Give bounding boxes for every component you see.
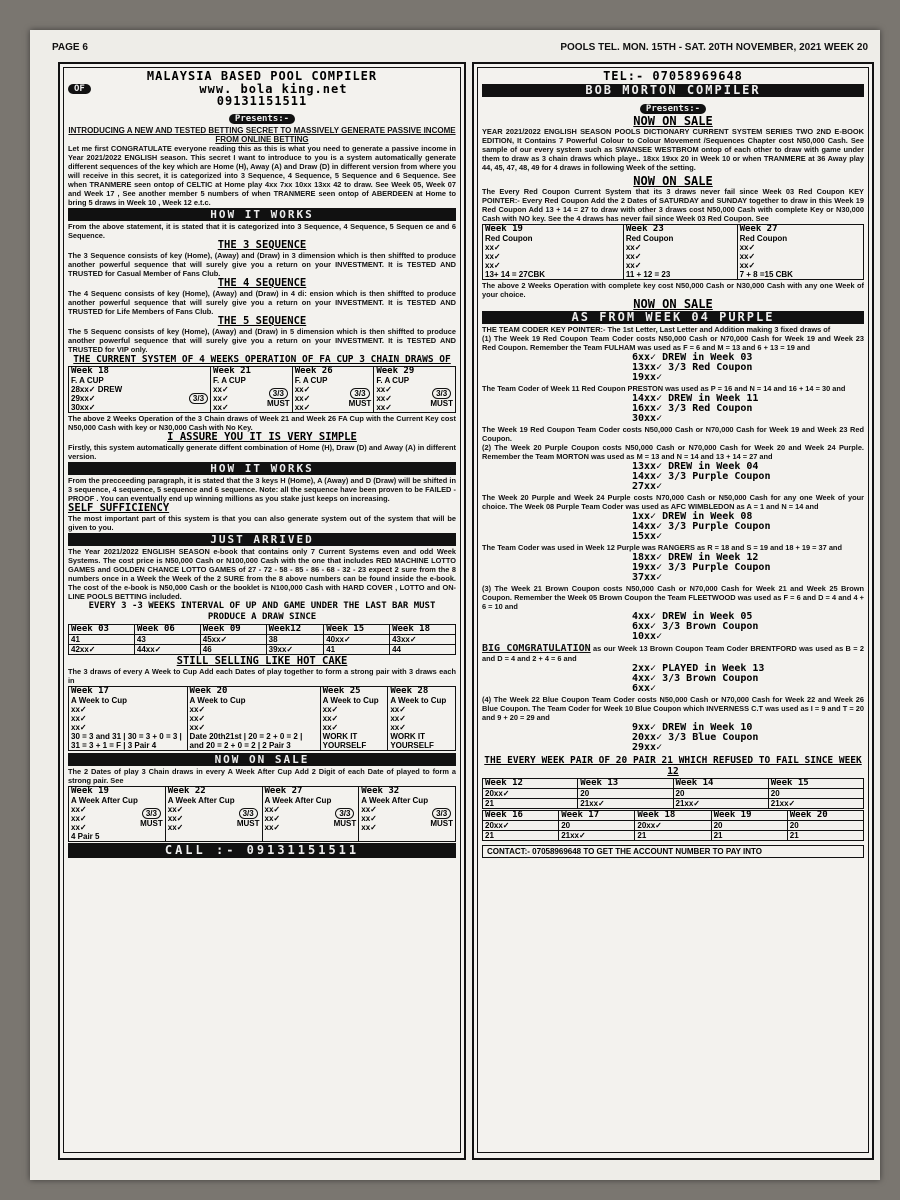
draw-line: xx✓ (71, 822, 87, 832)
cell-footer: 13+ 14 = 27CBK (485, 269, 546, 279)
value-cell: 21 (483, 798, 578, 808)
draw-line: xx✓ (376, 393, 392, 403)
week-cell (359, 786, 456, 841)
badge-group (140, 808, 163, 828)
page-number: PAGE 6 (52, 42, 88, 53)
week-label: Week 17 (71, 685, 109, 696)
draw-line: xx✓ (71, 704, 87, 714)
week-label: Week 27 (739, 223, 778, 234)
publication-date: POOLS TEL. MON. 15TH - SAT. 20TH NOVEMBER, 2021 WEEK 20 (560, 42, 868, 53)
score-badge: 3/3 (142, 808, 161, 819)
badge-group (334, 808, 357, 828)
assure-title: I ASSURE YOU IT IS VERY SIMPLE (167, 430, 357, 443)
paragraph-3: (3) The Week 21 Brown Coupon costs N50,000 Cash or N70,000 Cash for Week 21 and Week 25 Brown Coupon. Remember the Week 05 Brown Coupon the Team FLEETWOOD was used as F = 6 and D = 4 and 4 + 6 = 10 and (482, 583, 864, 611)
value-cell: 20 (711, 820, 787, 830)
code-line: 14xx✓ DREW in Week 11 (632, 392, 759, 404)
paragraph-1b: The Team Coder of Week 11 Red Coupon PRESTON was used as P = 16 and N = 14 and 16 + 14 = 30 and (482, 383, 846, 393)
draw-lines (740, 243, 861, 270)
value-cell: 21 (711, 830, 787, 840)
sequence-5-text: The 5 Sequenc consists of key (Home), (Away) and (Draw) in 5 dimension which is then shiffted to produce another powerful sequence that will surely give you a return on your INVESTMENT. It is TESTED AND TRUSTED for VIP only. (68, 326, 456, 354)
week-cell (187, 686, 320, 750)
week-label: Week 23 (625, 223, 664, 234)
code-block-2c (482, 553, 864, 583)
still-selling-title: STILL SELLING LIKE HOT CAKE (176, 654, 348, 667)
value-cell: 21xx✓ (559, 830, 635, 840)
value-cell: 21xx✓ (578, 798, 673, 808)
week-cell (262, 786, 359, 841)
draw-line: xx✓ (625, 251, 642, 261)
badge-group (430, 808, 453, 828)
advert-title: MALAYSIA BASED POOL COMPILER (146, 69, 378, 83)
draw-line: xx✓ (213, 384, 229, 394)
sale-text-2: The Every Red Coupon Current System that its 3 draws never fail since Week 03 Red Coupon KEY POINTER:- Every Red Coupon Add the 2 Dates of SATURDAY and SUNDAY together to draw in this Week 19 Red Coupon Add 13 + 14 = 27 to draw with other 3 draws cost N50,000 Cash with complete Key or N30,000 Cash with NO key. See the 4 draws has never fail since Week 03 Red Coupon. See (482, 186, 864, 223)
value-cell: 21 (483, 830, 559, 840)
draw-lines (213, 385, 290, 412)
code-line: 9xx✓ DREW in Week 10 (632, 721, 753, 733)
contact-line: CONTACT:- 07058969648 TO GET THE ACCOUNT NUMBER TO PAY INTO (482, 845, 864, 858)
draw-lines (376, 385, 453, 412)
coupon-label: A Week to Cup (322, 695, 379, 705)
draw-line: 28xx✓ DREW (71, 384, 123, 394)
must-label: MUST (140, 819, 163, 829)
phone-number: 09131151511 (216, 94, 308, 109)
score-badge: 3/3 (432, 808, 451, 819)
week-label: Week 22 (167, 785, 206, 796)
line-group (740, 243, 756, 270)
draw-lines (190, 705, 318, 732)
paragraph-4: (4) The Week 22 Blue Coupon Team Coder costs N50,000 Cash or N70,000 Cash for Week 22 and Week 26 Blue Coupon. The Team Coder for Week 10 Blue Coupon which INVERNESS C.T was used as I = 9 and T = 20 and 9 + 20 = 29 and (482, 694, 864, 722)
value-cell: 38 (266, 634, 324, 644)
badge-group (430, 388, 453, 408)
week-label: Week 19 (71, 785, 109, 796)
of-badge: OF (68, 84, 91, 94)
draw-line: xx✓ (167, 822, 184, 832)
value-cell: 46 (200, 644, 266, 654)
code-line: 6xx✓ (632, 682, 657, 694)
line-group (71, 385, 122, 412)
code-line: 6xx✓ DREW in Week 03 (632, 351, 753, 363)
value-cell: 20 (559, 820, 635, 830)
cell-footer: 30 = 3 and 31 | 30 = 3 + 0 = 3 | 31 = 3 + 1 = F | 3 Pair 4 (71, 731, 182, 750)
draw-line: xx✓ (322, 722, 339, 732)
how-it-works-title: HOW IT WORKS (68, 208, 456, 221)
code-line: 4xx✓ DREW in Week 05 (632, 610, 753, 622)
telephone: TEL:- 07058969648 (603, 69, 743, 83)
draw-lines (168, 805, 260, 832)
code-line: 2xx✓ PLAYED in Week 13 (632, 662, 765, 674)
week-header: Week 13 (578, 778, 673, 788)
coupon-label: Red Coupon (739, 233, 788, 243)
badge-group (237, 808, 260, 828)
paragraph-2c: The Team Coder was used in Week 12 Purple was RANGERS as R = 18 and S = 19 and 18 + 19 = 37 and (482, 542, 842, 552)
call-bar: CALL :- 09131151511 (68, 843, 456, 858)
value-cell: 40xx✓ (324, 634, 390, 644)
line-group (213, 385, 229, 412)
pair-table-1 (482, 778, 864, 809)
draw-line: xx✓ (294, 402, 311, 412)
week-cell (483, 224, 624, 279)
cell-footer: 11 + 12 = 23 (625, 269, 671, 279)
code-line: 37xx✓ (632, 571, 663, 583)
draw-line: 30xx✓ (71, 402, 96, 412)
congratulation-title: BIG COMGRATULATION (482, 642, 591, 654)
score-badge: 3/3 (189, 393, 208, 404)
how-it-works-title-2: HOW IT WORKS (68, 462, 456, 475)
line-group (190, 705, 206, 732)
week-to-cup-table (68, 686, 456, 751)
draw-line: xx✓ (485, 260, 501, 270)
paragraph-2a: The Week 19 Red Coupon Team Coder costs N50,000 Cash or N70,000 Cash for Week 19 and Week 23 Red Coupon. (482, 424, 864, 443)
purple-title: AS FROM WEEK 04 PURPLE (482, 311, 864, 324)
line-group (71, 805, 87, 832)
week-label: Week 28 (390, 685, 429, 696)
line-group (323, 705, 339, 732)
coupon-label: Red Coupon (625, 233, 674, 243)
sale-text-1: YEAR 2021/2022 ENGLISH SEASON POOLS DICTIONARY CURRENT SYSTEM SERIES TWO 2ND E-BOOK EDITION, It Contains 7 Powerful Colour to Colour Movement /Sequences Chapter cost N50,000 Cash. See sample of our every system such as SWANSEE WESTBROM ontop of each other to draw with game under them to draw as 3 chain draws which playe.. 18xx 19xx 20 in Week 10 or when TRANMERE at 36 Away play 44, 45, 47, 48, 49 for 4 draws in following Week of the setting. (482, 126, 864, 172)
week-label: Week 25 (322, 685, 361, 696)
draw-line: xx✓ (322, 713, 339, 723)
draw-line: xx✓ (294, 393, 311, 403)
code-line: 27xx✓ (632, 480, 663, 492)
self-sufficiency-text: The most important part of this system is that you can also generate system out of the system that will be given to you. (68, 513, 456, 532)
sale-title-1: NOW ON SALE (633, 113, 713, 128)
draw-line: xx✓ (739, 251, 756, 261)
draw-line: xx✓ (361, 813, 377, 823)
draw-lines (71, 805, 163, 832)
week-header: Week 20 (787, 810, 863, 820)
line-group (390, 705, 406, 732)
value-cell: 44xx✓ (134, 644, 200, 654)
week-cell (292, 366, 374, 412)
draw-line: 29xx✓ (71, 393, 96, 403)
week-cell (374, 366, 456, 412)
week-label: Week 29 (376, 365, 415, 376)
week-header: Week 15 (768, 778, 863, 788)
line-group (485, 243, 501, 270)
value-cell: 41 (69, 634, 135, 644)
draw-line: xx✓ (71, 813, 87, 823)
draw-line: xx✓ (376, 402, 392, 412)
code-line: 14xx✓ 3/3 Purple Coupon (632, 520, 771, 532)
interval-title: EVERY 3 -3 WEEKS INTERVAL OF UP AND GAME UNDER THE LAST BAR MUST PRODUCE A DRAW SINCE (88, 600, 436, 622)
code-line: 15xx✓ (632, 530, 663, 542)
score-badge: 3/3 (350, 388, 369, 399)
sale-title-2: NOW ON SALE (633, 173, 713, 188)
score-badge: 3/3 (335, 808, 354, 819)
week-cell (320, 686, 388, 750)
draw-line: xx✓ (485, 242, 501, 252)
value-cell: 43 (134, 634, 200, 644)
value-cell: 45xx✓ (200, 634, 266, 644)
code-line: 20xx✓ 3/3 Blue Coupon (632, 731, 759, 743)
coupon-label: F. A CUP (376, 375, 410, 385)
week-header: Week 09 (200, 624, 266, 634)
now-on-sale-text: The 2 Dates of play 3 Chain draws in every A Week After Cup Add 2 Digit of each Date of played to form a strong pair. See (68, 766, 456, 785)
week-cell (165, 786, 262, 841)
code-block-3b (482, 664, 864, 694)
coupon-label: F. A CUP (71, 375, 104, 385)
how-it-works-text-2: From the precceeding paragraph, it is stated that the 3 keys H (Home), A (Away) and D (Draw) will be shifted in 3 sequence, 4 sequence, 5 sequence and 6 sequence. Note: all the sequence have been proven to be FAILED - PROOF . You can eventually end up winning millions as you stake just keeps on increasing. (68, 475, 456, 503)
draw-line: xx✓ (167, 813, 184, 823)
sequence-3-text: The 3 Sequence consists of key (Home), (Away) and (Draw) in 3 dimension which is then shiffted to produce another powerful sequence that will surely give you a return on your INVESTMENT. It is TESTED AND TRUSTED for Casual Member of Fans Club. (68, 250, 456, 278)
week-label: Week 18 (71, 365, 109, 376)
badge-group (349, 388, 372, 408)
week-after-cup-table (68, 786, 456, 842)
cell-footer: 4 Pair 5 (71, 831, 100, 841)
code-line: 4xx✓ 3/3 Brown Coupon (632, 672, 759, 684)
score-badge: 3/3 (432, 388, 451, 399)
self-sufficiency-title: SELF SUFFICIENCY (68, 501, 170, 514)
week-cell (69, 366, 211, 412)
fa-cup-note: The above 2 Weeks Operation of the 3 Chain draws of Week 21 and Week 26 FA Cup with the Current Key cost N50,000 Cash with key or N30,000 Cash with No Key. (68, 413, 456, 432)
pair-table-2 (482, 810, 864, 841)
coupon-label: A Week After Cup (361, 795, 429, 805)
draw-line: xx✓ (739, 242, 756, 252)
week-label: Week 26 (294, 365, 333, 376)
value-cell: 39xx✓ (266, 644, 324, 654)
value-cell: 21 (635, 830, 711, 840)
week-header: Week 15 (324, 624, 390, 634)
value-cell: 20 (787, 820, 863, 830)
code-block-2b (482, 512, 864, 542)
draw-line: xx✓ (625, 242, 642, 252)
draw-lines (323, 705, 386, 732)
line-group (361, 805, 377, 832)
code-line: 13xx✓ DREW in Week 04 (632, 460, 759, 472)
value-cell: 21 (787, 830, 863, 840)
draw-line: xx✓ (625, 260, 642, 270)
must-label: MUST (430, 399, 453, 409)
week-cell (623, 224, 737, 279)
code-line: 16xx✓ 3/3 Red Coupon (632, 402, 753, 414)
line-group (71, 705, 87, 732)
code-line: 10xx✓ (632, 630, 663, 642)
draw-line: xx✓ (213, 402, 229, 412)
how-it-works-text: From the above statement, it is stated that it is categorized into 3 Sequence, 4 Sequence, 5 Sequen ce and 6 Sequence. (68, 221, 456, 240)
draw-line: xx✓ (322, 704, 339, 714)
sale-title-3: NOW ON SALE (633, 296, 713, 311)
week-cell (737, 224, 863, 279)
draw-line: xx✓ (189, 722, 206, 732)
value-cell: 20xx✓ (483, 820, 559, 830)
congratulation-text: as our Week 13 Brown Coupon Team Coder BRENTFORD was used as B = 2 and D = 4 and 2 + 4 = 6 and (482, 643, 865, 663)
code-block-2 (482, 462, 864, 492)
value-cell: 20 (673, 788, 768, 798)
week-cell (211, 366, 293, 412)
red-coupon-note: The above 2 Weeks Operation with complete key cost N50,000 Cash or N30,000 Cash with any one Week of your choice. (482, 280, 864, 299)
interval-table (68, 624, 456, 655)
must-label: MUST (267, 399, 290, 409)
week-header: Week 06 (134, 624, 200, 634)
draw-lines (361, 805, 453, 832)
value-cell: 21xx✓ (768, 798, 863, 808)
code-line: 14xx✓ 3/3 Purple Coupon (632, 470, 771, 482)
value-cell: 20xx✓ (635, 820, 711, 830)
week-header: Week 16 (483, 810, 559, 820)
headline: INTRODUCING A NEW AND TESTED BETTING SECRET TO MASSIVELY GENERATE PASSIVE INCOME FROM ONLINE BETTING (68, 125, 456, 144)
just-arrived-text: The Year 2021/2022 ENGLISH SEASON e-book that contains only 7 Current Systems even and odd Week Systems. The cost price is N50,000 Cash or N100,000 Cash with the one that includes RED MACHINE LOTTO GAMES and GOLDEN CHANCE LOTTO GAMES of 27 - 72 - 58 - 85 - 86 - 68 - 32 - 23 expect 2 sure from the 8 numbers once in a Week the Week of the 2 SURE from the 8 above numbers can be found inside the e-book. The cost of the e-book is N50,000 Cash or the booklet is N100,000 Cash with HARD COVER , LOTTO and ON-LINE POOLS BETTING included. (68, 546, 456, 601)
week-label: Week 20 (189, 685, 228, 696)
intro-text: Let me first CONGRATULATE everyone reading this as this is what you need to generate a passive income in Year 2021/2022 ENGLISH season. This secret I want to introduce to you is a system automatically generate different sequences of the key which are Home (H), Away (A) and Draw (D) in different version from where you will receive in this secret, it is categorized into 3 Sequence, 4 Sequence, 5 Sequence and 6 Sequence. See when TRANMERE seen ontop of CELTIC at Home play 4xx 7xx 10xx 13xx 42 to draw. See Week 05, Week 07 and Week 17 , See another member 5 numbers of when TRANMERE seen ontop of ABERDEEN at Home to bring 5 draws in Week 10 , Week 12 e.t.c. (68, 143, 456, 207)
line-group (295, 385, 311, 412)
week-header: Week 12 (483, 778, 578, 788)
code-line: 18xx✓ DREW in Week 12 (632, 551, 759, 563)
value-cell: 44 (390, 644, 456, 654)
sequence-5-title: THE 5 SEQUENCE (217, 314, 307, 327)
week-header: Week12 (266, 624, 324, 634)
website: www. bola king.net (199, 81, 348, 96)
draw-line: xx✓ (264, 804, 281, 814)
badge-group (189, 393, 208, 404)
cell-footer: Date 20th21st | 20 = 2 + 0 = 2 | and 20 = 2 + 0 = 2 | 2 Pair 3 (189, 731, 303, 750)
code-line: 19xx✓ 3/3 Purple Coupon (632, 561, 771, 573)
score-badge: 3/3 (269, 388, 288, 399)
bob-morton-advert (472, 62, 874, 1160)
draw-lines (485, 243, 621, 270)
value-cell: 43xx✓ (390, 634, 456, 644)
page-header (52, 40, 868, 58)
week-header: Week 03 (69, 624, 135, 634)
code-line: 13xx✓ 3/3 Red Coupon (632, 361, 753, 373)
must-label: MUST (348, 399, 372, 409)
draw-lines (71, 385, 208, 412)
draw-line: xx✓ (189, 713, 206, 723)
paragraph-1: (1) The Week 19 Red Coupon Team Coder costs N50,000 Cash or N70,000 Cash for Week 19 and Week 23 Red Coupon. Remember the Team FULHAM was used as F = 6 and M = 13 and 6 + 13 = 19 and (482, 333, 864, 352)
coupon-label: A Week After Cup (167, 795, 235, 805)
draw-line: xx✓ (739, 260, 756, 270)
draw-line: xx✓ (264, 822, 281, 832)
draw-line: xx✓ (485, 251, 501, 261)
cell-footer: WORK IT YOURSELF (322, 731, 367, 750)
must-label: MUST (333, 819, 357, 829)
coupon-label: A Week After Cup (71, 795, 138, 805)
sequence-4-title: THE 4 SEQUENCE (217, 276, 307, 289)
current-system-title: THE CURRENT SYSTEM OF 4 WEEKS OPERATION OF FA CUP 3 CHAIN DRAWS OF (73, 353, 451, 365)
value-cell: 42xx✓ (69, 644, 135, 654)
draw-line: xx✓ (390, 722, 406, 732)
draw-line: xx✓ (167, 804, 184, 814)
week-header: Week 19 (711, 810, 787, 820)
presents-badge: Presents:- (229, 114, 295, 124)
code-line: 29xx✓ (632, 741, 663, 753)
draw-line: xx✓ (376, 384, 392, 394)
sequence-3-title: THE 3 SEQUENCE (217, 238, 307, 251)
assure-text: Firstly, this system automatically generate diffent combination of Home (H), Draw (D) and Away (A) in different version. (68, 442, 456, 461)
draw-line: xx✓ (361, 822, 377, 832)
newspaper-page (30, 30, 880, 1180)
draw-line: xx✓ (264, 813, 281, 823)
malaysia-compiler-advert (58, 62, 466, 1160)
value-cell: 41 (324, 644, 390, 654)
value-cell: 20xx✓ (483, 788, 578, 798)
draw-lines (295, 385, 372, 412)
week-header: Week 18 (635, 810, 711, 820)
draw-lines (71, 705, 185, 732)
still-selling-text: The 3 draws of every A Week to Cup Add each Dates of play together to form a strong pair with 3 draws each in (68, 666, 456, 685)
score-badge: 3/3 (239, 808, 258, 819)
draw-lines (626, 243, 735, 270)
draw-lines (265, 805, 357, 832)
draw-line: xx✓ (390, 713, 406, 723)
must-label: MUST (236, 819, 260, 829)
badge-group (267, 388, 290, 408)
value-cell: 20 (768, 788, 863, 798)
week-header: Week 18 (390, 624, 456, 634)
coupon-label: A Week to Cup (390, 695, 447, 705)
draw-line: xx✓ (390, 704, 406, 714)
draw-lines (390, 705, 453, 732)
value-cell: 20 (578, 788, 673, 798)
coupon-label: A Week to Cup (189, 695, 246, 705)
code-block-4 (482, 723, 864, 753)
week-label: Week 27 (264, 785, 303, 796)
draw-line: xx✓ (213, 393, 229, 403)
code-block-3 (482, 612, 864, 642)
sequence-4-text: The 4 Sequenc consists of key (Home), (Away) and (Draw) in 4 di: ension which is then shiffted to produce another powerful sequence that will surely give you a return on your INVESTMENT. It is TESTED AND TRUSTED for Life Members of Fans Club. (68, 288, 456, 316)
presents-badge-right: Presents:- (640, 104, 706, 114)
week-cell (69, 786, 166, 841)
week-label: Week 21 (213, 365, 251, 376)
cell-footer: WORK IT YOURSELF (390, 731, 434, 750)
draw-line: xx✓ (294, 384, 311, 394)
red-coupon-table (482, 224, 864, 280)
coder-intro: THE TEAM CODER KEY POINTER:- The 1st Letter, Last Letter and Addition making 3 fixed draws of (482, 324, 831, 334)
draw-line: xx✓ (189, 704, 206, 714)
coupon-label: A Week After Cup (264, 795, 332, 805)
line-group (265, 805, 281, 832)
now-on-sale-title: NOW ON SALE (68, 753, 456, 766)
week-label: Week 19 (485, 223, 523, 234)
code-line: 30xx✓ (632, 412, 663, 424)
code-line: 1xx✓ DREW in Week 08 (632, 510, 753, 522)
draw-line: xx✓ (361, 804, 377, 814)
compiler-name: BOB MORTON COMPILER (482, 84, 864, 97)
coupon-label: A Week to Cup (71, 695, 128, 705)
week-label: Week 32 (361, 785, 400, 796)
cell-footer: 7 + 8 =15 CBK (739, 269, 793, 279)
fa-cup-table (68, 366, 456, 413)
week-header: Week 17 (559, 810, 635, 820)
code-line: 19xx✓ (632, 371, 663, 383)
coupon-label: Red Coupon (485, 233, 533, 243)
coupon-label: F. A CUP (294, 375, 328, 385)
line-group (376, 385, 392, 412)
value-cell: 21xx✓ (673, 798, 768, 808)
line-group (626, 243, 642, 270)
just-arrived-title: JUST ARRIVED (68, 533, 456, 546)
draw-line: xx✓ (71, 722, 87, 732)
paragraph-2b: The Week 20 Purple and Week 24 Purple costs N70,000 Cash or N50,000 Cash for any one Week of your choice. The Week 08 Purple Team Coder was used as AFC WIMBLEDON as A = 1 and N = 14 and (482, 492, 864, 511)
week-header: Week 14 (673, 778, 768, 788)
code-block-1 (482, 353, 864, 383)
week-cell (69, 686, 188, 750)
draw-line: xx✓ (71, 804, 87, 814)
paragraph-2: (2) The Week 20 Purple Coupon costs N50,000 Cash or N70,000 Cash for Week 20 and Week 24 Purple. Remember the Team MORTON was used as M = 13 and N = 14 and 13 + 14 = 27 and (482, 442, 864, 461)
must-label: MUST (430, 819, 453, 829)
week-cell (388, 686, 456, 750)
code-line: 6xx✓ 3/3 Brown Coupon (632, 620, 759, 632)
draw-line: xx✓ (71, 713, 87, 723)
pair-title: THE EVERY WEEK PAIR OF 20 PAIR 21 WHICH REFUSED TO FAIL SINCE WEEK 12 (484, 754, 862, 777)
coupon-label: F. A CUP (213, 375, 246, 385)
line-group (168, 805, 184, 832)
code-block-1b (482, 394, 864, 424)
